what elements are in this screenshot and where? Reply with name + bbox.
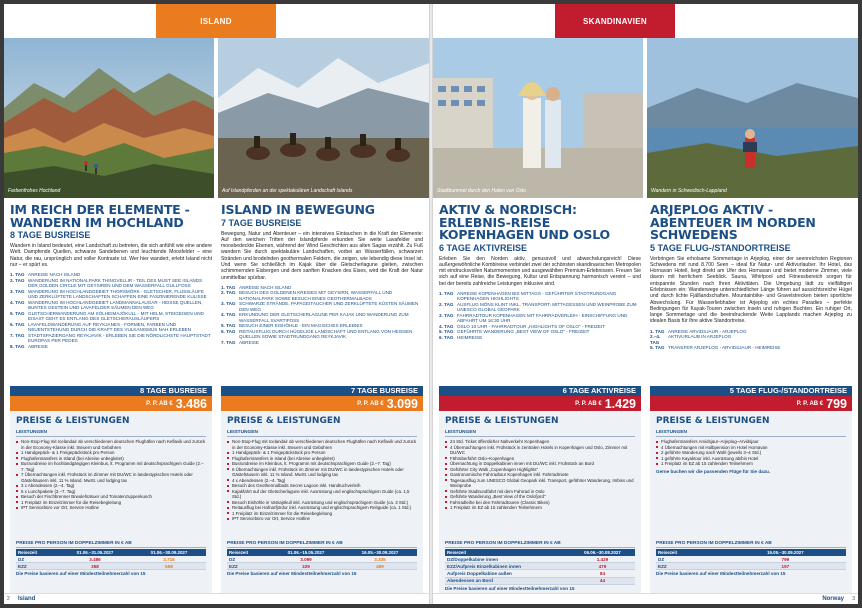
price-cell: 479 xyxy=(570,563,635,570)
price-table-row xyxy=(445,563,635,570)
price-cell: 329 xyxy=(269,563,343,570)
day-description: WANDERUNG IM HOCHLANDGEBIET THORSMÖRK - GLETSCHER, FLUSSLÄUFE UND ZERKLÜFTETE LANDSCHAFTEN SCHAFFEN EINE FASZINIERENDE KULISSE xyxy=(28,288,207,300)
article-subtitle: 6 TAGE AKTIVREISE xyxy=(439,242,528,253)
trip-type-bar: 7 TAGE BUSREISE xyxy=(221,386,423,396)
day-description: STADTSPAZIERGANG REYKJAVÍK - ERLEBEN SIE DIE NÖRDLICHSTE HAUPTSTADT EUROPAS PER PEDES xyxy=(28,332,211,344)
price-row-label: DZ xyxy=(227,556,269,563)
price-cell: 469 xyxy=(343,563,417,570)
day-number: 5. TAG xyxy=(439,329,454,335)
price-table-header: Reisezeit xyxy=(445,549,570,556)
price-prefix: P. P. AB € xyxy=(575,400,602,407)
itinerary-day xyxy=(221,290,423,301)
day-number: 5. TAG xyxy=(650,345,665,351)
itinerary-day xyxy=(10,311,212,322)
itinerary-day xyxy=(10,289,212,300)
day-number: 3. TAG xyxy=(221,301,236,307)
price-row-label: DZ xyxy=(656,556,725,563)
price-table-row xyxy=(227,556,417,563)
price-prefix: P. P. AB € xyxy=(146,400,173,407)
price-table-row xyxy=(227,563,417,570)
photo-oslo-harbor xyxy=(433,38,643,198)
day-number: 4. TAG xyxy=(221,312,236,318)
price-cell: 1.429 xyxy=(570,556,635,563)
price-table-header: Reisezeit xyxy=(16,549,58,556)
service-item: 2 geführte Wanderung nach Wahl (jeweils 3–4 Std.) xyxy=(656,450,846,456)
price-table-header: 16.05.–30.09.2027 xyxy=(343,549,417,556)
service-item: 1 Handgepäck- & 1 Freigepäckstück pro Person xyxy=(227,450,417,456)
day-number: 4. TAG xyxy=(439,323,454,329)
day-description: HEIMREISE xyxy=(457,334,483,340)
service-item: Übernachtung in Doppelkabinen innen mit DU/WC inkl. Frühstück an Bord xyxy=(445,461,635,467)
itinerary-day xyxy=(10,344,212,350)
day-number: 6. TAG xyxy=(439,334,454,340)
price-cell: 558 xyxy=(132,563,206,570)
itinerary-day xyxy=(439,313,641,324)
catalog-spread xyxy=(4,4,858,604)
photo-lapland xyxy=(647,38,858,198)
day-number: 6. TAG xyxy=(221,328,236,334)
article-intro: Verbringen Sie erholsame Sommertage in Arjeplog, einer der seenreichsten Regionen Schwedens mit rund 8.700 Seen – ideal für Natur- und Aktivurlauber. Ihr Hotel, das Hornavan Hotell, liegt direkt am Ufer des Hornavan und bietet moderne Zimmer, viele davon mit herrlichem Seeblick. Sauna, Whirlpool und Fitnessbereich sorgen für entspannte Stunden nach Ihren Aktivitäten. Die Umgebung lädt zu vielfältigen Erlebnissen ein: Wanderwege unterschiedlicher Länge führen auf aussichtsreiche Hügel und durch lichte Fjälllandschaften. Mountainbike- und Gravelstrecken bieten sportliche Abwechslung. Für Wasserliebhaber ist Arjeplog ein echtes Paradies – perfekte Bedingungen für Kayak-Touren zwischen Inseln und ruhigen Buchten. Ein ruhiger Ort, lange Sommertage und die beeindruckende Weite Lapplands machen Arjeplog zu idealen Basis für Ihre aktive Standortreise. xyxy=(650,255,852,325)
service-item: Flughafentransfers Arvidsjaur–Arjeplog–Arvidsjaur xyxy=(656,439,846,445)
price-prefix: P. P. AB € xyxy=(796,400,824,407)
price-row-label: Aufpreis Doppelkabine außen xyxy=(445,570,570,577)
itinerary-day xyxy=(650,345,852,351)
box-title: PREISE & LEISTUNGEN xyxy=(227,416,341,426)
price-table-row xyxy=(656,563,846,570)
article-highlands xyxy=(10,204,212,349)
day-number: 6. TAG xyxy=(10,321,25,327)
day-number: 5. TAG xyxy=(10,310,25,316)
page-number: 2 xyxy=(7,596,10,602)
price-cell: 197 xyxy=(725,563,846,570)
service-item: Tagesausflug zum UNESCO Global Geopark inkl. Transport, geführter Wanderung, Imbiss und Weinprobe xyxy=(445,478,635,489)
region-tab-scandinavia[interactable]: SKANDINAVIEN xyxy=(555,4,675,38)
price-table-row xyxy=(445,570,635,577)
price-cell: 358 xyxy=(58,563,132,570)
photo-caption: Farbenfrohes Hochland xyxy=(8,188,61,194)
services-list xyxy=(16,439,206,511)
price-table-title: PREISE PRO PERSON IM DOPPELZIMMER IN € AB xyxy=(656,541,846,548)
day-description: GLETSCHERWANDERUNG AM SÓLHEIMAJÖKULL - MIT HELM, STEIGEISEN UND EISAXT GEHT ES ENTLANG DES GLETSCHERAUSLÄUFERS xyxy=(28,310,204,322)
itinerary-day xyxy=(221,340,423,346)
service-item: Non-Stop-Flug mit Icelandair ab verschiedenen deutschen Flughäfen nach Keflavik und zurück in der Economy-Klasse inkl. Steuern und Gebühren xyxy=(227,439,417,450)
itinerary xyxy=(10,272,212,349)
price-table-header: 01.06.–15.05.2027 xyxy=(269,549,343,556)
price-table-row xyxy=(656,556,846,563)
price-table-header: 01.06.–31.05.2027 xyxy=(58,549,132,556)
day-description: GEFÜHRTE WANDERUNG „BEST VIEW OF OSLO" - FREIZEIT xyxy=(457,329,590,335)
photo-highlands xyxy=(4,38,214,198)
service-item: Geführte Wanderung „Best View of the Oslofjord" xyxy=(445,494,635,500)
price-table-footnote: Die Preise basieren auf einer Mindestteilnehmerzahl von 15 xyxy=(445,585,575,591)
price-table xyxy=(16,541,206,576)
price-cell: 3.718 xyxy=(132,556,206,563)
article-copenhagen-oslo xyxy=(439,204,641,340)
day-number: 3. TAG xyxy=(10,288,25,294)
price-table-title: PREISE PRO PERSON IM DOPPELZIMMER IN € AB xyxy=(445,541,635,548)
article-iceland-motion xyxy=(221,204,423,345)
price-table-header: Reisezeit xyxy=(227,549,269,556)
price-row-label: EZZ/Aufpreis Einzelkabinen innen xyxy=(445,563,570,570)
service-item: 1 Freiplatz im Einzelzimmer für die Reisebegleitung xyxy=(227,511,417,517)
price-bar[interactable] xyxy=(10,396,212,411)
box-label: LEISTUNGEN xyxy=(16,430,206,437)
day-number: 7. TAG xyxy=(221,339,236,345)
photo-horses xyxy=(218,38,429,198)
day-description: ANREISE ARVIDSJAUR - ARJEPLOG xyxy=(668,328,747,334)
day-description: ERKUNDUNG DER GLETSCHERLAGUNE PER KAJAK UND WANDERUNG ZUM WASSERFALL SVARTIFOSS xyxy=(239,312,409,323)
price-amount: 799 xyxy=(826,396,847,411)
day-description: AKTIVURLAUB IN ARJEPLOG xyxy=(668,334,732,340)
itinerary xyxy=(439,291,641,341)
service-item: 4 x Abendessen (2.–4. Tag) xyxy=(227,478,417,484)
box-title: PREISE & LEISTUNGEN xyxy=(16,416,130,426)
price-table-row xyxy=(16,556,206,563)
price-table-title: PREISE PRO PERSON IM DOPPELZIMMER IN € AB xyxy=(16,541,206,548)
price-table-header: Reisezeit xyxy=(656,549,725,556)
price-bar[interactable] xyxy=(439,396,641,411)
price-table-footnote: Die Preise basieren auf einer Mindestteilnehmerzahl von 15 xyxy=(16,571,146,577)
day-number: 1. TAG xyxy=(10,272,25,278)
price-cell: 799 xyxy=(725,556,846,563)
itinerary-day xyxy=(221,301,423,312)
article-title: ARJEPLOG AKTIV - ABENTEUER IM NORDEN SCHWEDENS xyxy=(650,202,816,242)
service-item: Reitausflug bei Hafnarfjördur inkl. Ausrüstung und englischsprachigem Reitguide (ca. 1 Std.) xyxy=(227,505,417,511)
day-description: FAHRRADTOUR KOPENHAGEN MIT FAHRRADVERLEIH - EINSCHIFFUNG UND ABFAHRT UM 16:30 UHR xyxy=(457,312,628,324)
price-table-header: 06.06.–30.08.2027 xyxy=(570,549,635,556)
article-subtitle: 5 TAGE FLUG-/STANDORTREISE xyxy=(650,242,791,253)
itinerary xyxy=(650,329,852,351)
price-cell: 3.335 xyxy=(343,556,417,563)
day-number: 1. TAG xyxy=(650,328,665,334)
service-item: 1 Freiplatz im Einzelzimmer für die Reisebegleitung xyxy=(16,500,206,506)
price-row-label: Abendessen an Bord xyxy=(445,577,570,584)
price-table xyxy=(227,541,417,576)
service-item: 7 Übernachtungen inkl. Frühstück im Zimmer mit DU/WC in landestypischen Hotels oder Gästehäusern inkl. 11 % Island. MwSt. und lodging tax xyxy=(16,472,206,483)
day-description: SCHWARZE STRÄNDE, PAPAGEITAUCHER UND ZERKLÜFTETE KÜSTEN SÄUMEN DEN WEG xyxy=(239,301,419,312)
service-item: Fahrradleihe bei den Fahrradtouren (Classic Bikes) xyxy=(445,500,635,506)
day-description: AUSFLUG MÖNS KLINT INKL. TRANSPORT, MITTAGESSEN UND WEINPROBE ZUM UNESCO GLOBAL GEOPARK xyxy=(457,301,637,313)
itinerary-day xyxy=(10,322,212,333)
service-item: Non-Stop-Flug mit Icelandair ab verschiedenen deutschen Flughäfen nach Keflavik und zurück in der Economy-Klasse inkl. Steuern und Gebühren xyxy=(16,439,206,450)
service-item: Kajakfahrt auf der Gletscherlagune inkl. Ausrüstung und englischsprachigem Guide (ca. 1,5 Std.) xyxy=(227,489,417,500)
photo-caption: Wandern in Schwedisch-Lappland xyxy=(651,188,727,194)
day-number: 2. TAG xyxy=(221,290,236,296)
price-table-header: 01.06.–30.09.2027 xyxy=(132,549,206,556)
price-cell: 44 xyxy=(570,577,635,584)
day-description: WANDERUNG IM HOCHLANDGEBIET LANDMANNALAUGAR - HEISSE QUELLEN, BUNTES GESTEIN UND LAVAFELDER SÄUMEN DEN WEG xyxy=(28,299,203,311)
price-table-header: 15.05.–30.09.2027 xyxy=(725,549,846,556)
service-item: Gastronomische Fahrradtour Kopenhagen inkl. Fahrradmiete xyxy=(445,472,635,478)
service-item: 1 Freiplatz im EZ ab 15 zahlenden Teilnehmern xyxy=(445,505,635,511)
box-title: PREISE & LEISTUNGEN xyxy=(445,416,559,426)
box-label: LEISTUNGEN xyxy=(227,430,417,437)
itinerary-day xyxy=(10,278,212,289)
day-description: LAVAFELDWANDERUNG AUF REYKJANES - FORMEN, FARBEN UND NEUENTSTEHUNG DURCH DIE KRAFT DES VULKANISMUS NAH ERLEBEN xyxy=(28,321,192,333)
price-table-footnote: Die Preise basieren auf einer Mindestteilnehmerzahl von 15 xyxy=(656,571,786,577)
price-cell: 84 xyxy=(570,570,635,577)
day-description: ABREISE xyxy=(28,343,48,349)
price-amount: 3.099 xyxy=(386,396,418,411)
day-description: ABREISE xyxy=(239,339,259,345)
service-item: Fährüberfahrt Oslo–Kopenhagen xyxy=(445,456,635,462)
service-item: IPT Servicebüro vor Ort, Service Hotline xyxy=(16,505,206,511)
service-item: Flughafentransfers in Island (bei Abreise unbegleitet) xyxy=(16,456,206,462)
day-number: 2. TAG xyxy=(439,301,454,307)
price-row-label: DZ xyxy=(16,556,58,563)
price-table xyxy=(656,541,846,576)
service-item: 1 Handgepäck- & 1 Freigepäckstück pro Person xyxy=(16,450,206,456)
service-item: Busrundreise im Kleinbus, lt. Programm mit deutschsprachigem Guide (2.–7. Tag) xyxy=(227,461,417,467)
day-number: 3. TAG xyxy=(439,312,454,318)
box-label: LEISTUNGEN xyxy=(656,430,846,437)
page-footer xyxy=(4,593,429,604)
day-description: WANDERUNG IM NATIONALPARK THINGVELLIR - TEIL DES MUST SEE ISLANDS DER GOLDEN CIRCLE MIT GEYSIREN UND DEM WASSERFALL GULLFOSS xyxy=(28,277,203,289)
brand-logo: Norway xyxy=(822,596,844,602)
itinerary-day xyxy=(221,329,423,340)
day-number: 8. TAG xyxy=(10,343,25,349)
service-item: Busrundreise im hochlandgängigen Kleinbus, lt. Programm mit deutschsprachigem Guide (2.–7. Tag) xyxy=(16,461,206,472)
price-table-row xyxy=(445,577,635,584)
services-list xyxy=(227,439,417,522)
service-item: Besuch Eishöhle in Vatnajökull inkl. Ausrüstung und englischsprachigem Guide (ca. 3 Std.) xyxy=(227,500,417,506)
article-subtitle: 7 TAGE BUSREISE xyxy=(221,217,302,228)
article-title: AKTIV & NORDISCH: ERLEBNIS-REISE KOPENHAGEN UND OSLO xyxy=(439,202,610,242)
service-item: 1 geführte Kayaktour inkl. Ausrüstung ab/bis Hotel xyxy=(656,456,846,462)
day-description: ANREISE KOPENHAGEN BIS MITTAGS - GEFÜHRTER STADTRUNDGANG KOPENHAGEN HIGHLIGHTS xyxy=(457,290,617,302)
price-prefix: P. P. AB € xyxy=(357,400,384,407)
day-description: REITAUSFLUG DURCH HÜGELIGE LANDSCHAFT UND ENTLANG VON HEISSEN QUELLEN SOWIE STADTRUNDGANG REYKJAVIK xyxy=(239,328,413,340)
price-table-title: PREISE PRO PERSON IM DOPPELZIMMER IN € AB xyxy=(227,541,417,548)
article-intro: Wandern in Island bedeutet, eine Landschaft zu betreten, die sich anfühlt wie eine andere Welt. Dampfende Quellen, schwarze Sandebenen und leuchtende Moosfelder – eine Natur, die rau, ursprünglich und voller Kontraste ist. Wer hier wandert, erlebt Island nicht nur – er spürt es. xyxy=(10,243,212,268)
price-row-label: EZZ xyxy=(227,563,269,570)
service-item: 6 Übernachtungen inkl. Frühstück im Zimmer mit DU/WC in landestypischen Hotels oder Gästehäusern inkl. 11 % Island. MwSt. und lodging tax xyxy=(227,467,417,478)
article-title: ISLAND IN BEWEGUNG xyxy=(221,202,375,217)
service-item: Geführte Stadtrundfahrt mit dem Fahrrad in Oslo xyxy=(445,489,635,495)
itinerary-day xyxy=(650,334,852,345)
itinerary-day xyxy=(221,312,423,323)
service-item: Besuch der Fischbrenner Brwulehütsuer und Tomatenzuppenkunch xyxy=(16,494,206,500)
article-intro: Erleben Sie den Norden aktiv, genussvoll und abwechslungsreich! Diese außergewöhnliche Kombireise verbindet zwei der schönsten skandinavischen Metropolen mit eindrucksvollen Naturmomenten und ausgewählten Premium-Erlebnissen. Freuen Sie sich auf eine Reise, die Bewegung, Kultur und Entspannung harmonisch vereint – und bei der bereits zahlreiche Leistungen inklusive sind. xyxy=(439,255,641,287)
service-item: 4 Übernachtungen inkl. Frühstück in zentralen Hotels in Kopenhagen und Oslo, Zimmer mit DU/WC xyxy=(445,445,635,456)
page-footer xyxy=(433,593,858,604)
price-row-label: DZ/Doppelkabine innen xyxy=(445,556,570,563)
price-table-row xyxy=(445,556,635,563)
day-description: BESUCH EINER EISHÖHLE - EIN MAGISCHES ERLEBNIS xyxy=(239,323,363,329)
region-tab-iceland[interactable]: ISLAND xyxy=(156,4,276,38)
price-bar[interactable] xyxy=(221,396,423,411)
booking-note: Gerne buchen wir die passenden Flüge für Sie dazu. xyxy=(656,468,771,474)
article-title: IM REICH DER ELEMENTE - WANDERN IM HOCHLAND xyxy=(10,202,190,230)
day-number: 1. TAG xyxy=(221,284,236,290)
brand-logo: Island xyxy=(18,596,36,602)
trip-type-bar: 5 TAGE FLUG-/STANDORTREISE xyxy=(650,386,852,396)
day-description: OSLO 10 UHR - FAHRRADTOUR „HIGHLIGHTS OF OSLO" - FREIZEIT xyxy=(457,323,606,329)
price-amount: 3.486 xyxy=(175,396,207,411)
box-label: LEISTUNGEN xyxy=(445,430,635,437)
itinerary-day xyxy=(10,333,212,344)
day-number: 7. TAG xyxy=(10,332,25,338)
itinerary-day xyxy=(10,300,212,311)
price-row-label: EZZ xyxy=(656,563,725,570)
services-list xyxy=(656,439,846,467)
service-item: 4 Übernachtungen mit Halbpension im Hotel Hornavan xyxy=(656,445,846,451)
day-description: ANREISE NACH ISLAND xyxy=(28,272,81,278)
photo-caption: Auf Islandpferden an der spektakulären Landschaft Islands xyxy=(222,188,353,194)
day-description: ANREISE NACH ISLAND xyxy=(239,284,292,290)
service-item: 5 x Lunchpakete (3.–7. Tag) xyxy=(16,489,206,495)
article-subtitle: 8 TAGE BUSREISE xyxy=(10,230,91,240)
day-number: 1. TAG xyxy=(439,290,454,296)
day-number: 4. TAG xyxy=(10,299,25,305)
itinerary-day xyxy=(439,335,641,341)
day-number: 2.–4. TAG xyxy=(650,334,661,345)
price-amount: 1.429 xyxy=(604,396,636,411)
article-arjeplog xyxy=(650,204,852,351)
box-title: PREISE & LEISTUNGEN xyxy=(656,416,770,426)
itinerary-day xyxy=(439,291,641,302)
day-number: 5. TAG xyxy=(221,323,236,329)
page-number: 3 xyxy=(852,596,855,602)
itinerary xyxy=(221,285,423,346)
day-description: BESUCH DES GOLDENEN KREISES MIT GEYSIRN, WASSERFALL UND NATIONALPARK SOWIE BESUCH EINES GEOTHERMALBADS xyxy=(239,290,393,301)
services-list xyxy=(445,439,635,511)
price-table-row xyxy=(16,563,206,570)
price-table-footnote: Die Preise basieren auf einer Mindestteilnehmerzahl von 15 xyxy=(227,571,357,577)
itinerary-day xyxy=(439,302,641,313)
service-item: 1 Freiplatz im EZ ab 15 zahlenden Teilnehmern xyxy=(656,461,846,467)
service-item: Flughafentransfers in Island (bei Abreise unbegleitet) xyxy=(227,456,417,462)
photo-caption: Stadtbummel durch den Hafen von Oslo xyxy=(437,188,526,194)
trip-type-bar: 8 TAGE BUSREISE xyxy=(10,386,212,396)
trip-type-bar: 6 TAGE AKTIVREISE xyxy=(439,386,641,396)
service-item: 24 Std. Ticket öffentlicher Nahverkehr Kopenhagen xyxy=(445,439,635,445)
right-page xyxy=(433,4,858,604)
left-page xyxy=(4,4,429,604)
service-item: 3 x Abendessen (2.–4. Tag) xyxy=(16,483,206,489)
service-item: IPT Servicebüro vor Ort, Service Hotline xyxy=(227,516,417,522)
price-row-label: EZZ xyxy=(16,563,58,570)
day-description: TRANSFER ARJEPLOG - ARVIDSJAUR - HEIMREISE xyxy=(668,345,781,351)
price-cell: 3.099 xyxy=(269,556,343,563)
service-item: Geführter City Walk „Copenhagen Highlights" xyxy=(445,467,635,473)
article-intro: Bewegung, Natur und Abenteuer – ein intensives Eintauchen in die Kraft der Elemente: Auf den weichen Tritten der Islandpferde erkunden Sie weite Lavafelder und moosbedeckte Ebenen, während der Wind Geschichten aus alten Sagas erzählt. Zu Fuß wandern Sie durch spektakuläre Landschaften, vorbei an Wasserfällen, schwarzen Stränden und brodelnden geothermalen Feldern, die zeigen, wie lebendig diese Insel ist. Und wenn Sie schließlich im Kajak über die Gletscherlagune gleiten, zwischen schimmernden Eisbergen und dem sanften Knacken des Eises, wird die Kraft der Natur unmittelbar spürbar. xyxy=(221,230,423,281)
day-number: 2. TAG xyxy=(10,277,25,283)
price-bar[interactable] xyxy=(650,396,852,411)
price-cell: 3.486 xyxy=(58,556,132,563)
price-table xyxy=(445,541,635,591)
service-item: Besuch des Geothermalbads Secret Lagoon inkl. Handtuchverleih xyxy=(227,483,417,489)
